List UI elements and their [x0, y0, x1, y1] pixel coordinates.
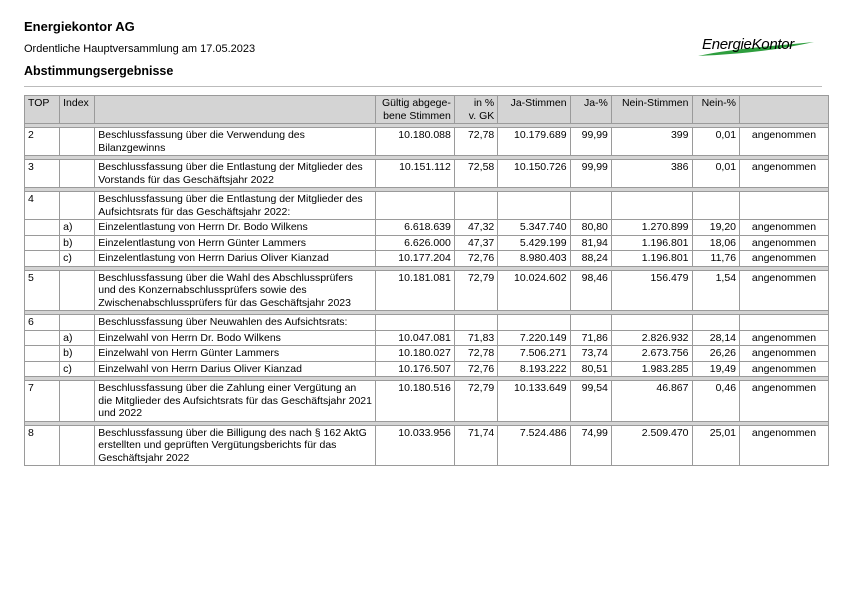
cell-subject: Beschlussfassung über Neuwahlen des Aufsichtsrats:	[95, 315, 376, 331]
cell-result	[740, 315, 829, 331]
cell-yes-votes	[498, 192, 570, 220]
cell-yes-pct: 99,54	[570, 381, 611, 422]
cell-index	[60, 270, 95, 311]
cell-no-pct	[692, 192, 740, 220]
cell-top: 4	[25, 192, 60, 220]
cell-result: angenommen	[740, 361, 829, 377]
cell-result: angenommen	[740, 220, 829, 236]
cell-yes-votes: 10.179.689	[498, 128, 570, 156]
table-body	[25, 124, 829, 466]
cell-no-pct: 0,46	[692, 381, 740, 422]
company-name: Energiekontor AG	[24, 19, 135, 34]
table-row	[25, 128, 829, 156]
cell-no-votes: 399	[611, 128, 692, 156]
cell-yes-pct	[570, 315, 611, 331]
table-row	[25, 192, 829, 220]
cell-result: angenommen	[740, 160, 829, 188]
cell-yes-pct: 71,86	[570, 330, 611, 346]
cell-top: 5	[25, 270, 60, 311]
cell-yes-pct: 74,99	[570, 425, 611, 466]
cell-share-capital-pct: 72,76	[454, 361, 497, 377]
table-header-row	[25, 96, 829, 124]
table-row	[25, 361, 829, 377]
col-header-top: TOP	[25, 96, 60, 124]
cell-subject: Einzelwahl von Herrn Günter Lammers	[95, 346, 376, 362]
cell-subject: Beschlussfassung über die Verwendung des Bilanzgewinns	[95, 128, 376, 156]
cell-top	[25, 251, 60, 267]
cell-no-pct: 0,01	[692, 128, 740, 156]
cell-no-votes	[611, 192, 692, 220]
logo-wordmark: EnergieKontor	[702, 36, 794, 53]
col-header-no-votes: Nein-Stimmen	[611, 96, 692, 124]
cell-index: a)	[60, 330, 95, 346]
cell-subject: Einzelwahl von Herrn Dr. Bodo Wilkens	[95, 330, 376, 346]
cell-yes-pct: 88,24	[570, 251, 611, 267]
cell-index	[60, 315, 95, 331]
col-header-valid-line2: bene Stimmen	[383, 109, 451, 122]
table-row	[25, 220, 829, 236]
cell-result	[740, 192, 829, 220]
cell-index	[60, 192, 95, 220]
cell-valid-votes: 10.047.081	[376, 330, 455, 346]
cell-valid-votes: 6.626.000	[376, 235, 455, 251]
cell-no-pct: 18,06	[692, 235, 740, 251]
cell-index	[60, 425, 95, 466]
cell-top: 6	[25, 315, 60, 331]
cell-no-votes: 46.867	[611, 381, 692, 422]
cell-share-capital-pct: 71,74	[454, 425, 497, 466]
cell-index	[60, 160, 95, 188]
cell-no-pct: 19,20	[692, 220, 740, 236]
cell-valid-votes: 10.181.081	[376, 270, 455, 311]
cell-index: c)	[60, 251, 95, 267]
cell-result: angenommen	[740, 128, 829, 156]
cell-yes-votes: 8.980.403	[498, 251, 570, 267]
table-row	[25, 425, 829, 466]
cell-index: c)	[60, 361, 95, 377]
cell-yes-votes: 10.133.649	[498, 381, 570, 422]
cell-result: angenommen	[740, 235, 829, 251]
cell-no-pct: 19,49	[692, 361, 740, 377]
cell-valid-votes: 10.176.507	[376, 361, 455, 377]
cell-result: angenommen	[740, 425, 829, 466]
cell-subject: Beschlussfassung über die Entlastung der Mitglieder des Aufsichtsrats für das Geschäftsjahr 2022:	[95, 192, 376, 220]
cell-no-pct: 0,01	[692, 160, 740, 188]
table-row	[25, 381, 829, 422]
col-header-valid-votes	[376, 96, 455, 124]
col-header-share-capital	[454, 96, 497, 124]
cell-yes-pct: 80,80	[570, 220, 611, 236]
cell-share-capital-pct: 71,83	[454, 330, 497, 346]
cell-valid-votes: 10.151.112	[376, 160, 455, 188]
cell-valid-votes: 10.180.516	[376, 381, 455, 422]
header-divider	[24, 86, 822, 87]
cell-yes-votes: 7.524.486	[498, 425, 570, 466]
table-row	[25, 270, 829, 311]
cell-yes-votes: 10.024.602	[498, 270, 570, 311]
cell-yes-votes: 8.193.222	[498, 361, 570, 377]
cell-valid-votes: 10.033.956	[376, 425, 455, 466]
cell-no-pct	[692, 315, 740, 331]
cell-yes-pct: 98,46	[570, 270, 611, 311]
table-row	[25, 315, 829, 331]
table-row	[25, 235, 829, 251]
cell-yes-votes: 7.220.149	[498, 330, 570, 346]
col-header-subject	[95, 96, 376, 124]
table-row	[25, 251, 829, 267]
table-row	[25, 346, 829, 362]
col-header-pct-line1: in %	[473, 97, 495, 109]
cell-no-votes: 2.509.470	[611, 425, 692, 466]
cell-subject: Einzelentlastung von Herrn Dr. Bodo Wilkens	[95, 220, 376, 236]
cell-subject: Beschlussfassung über die Zahlung einer Vergütung an die Mitglieder des Aufsichtsrats für das Geschäftsjahr 2021 und 2022	[95, 381, 376, 422]
cell-subject: Einzelentlastung von Herrn Günter Lammers	[95, 235, 376, 251]
cell-share-capital-pct: 72,76	[454, 251, 497, 267]
cell-no-votes: 1.270.899	[611, 220, 692, 236]
cell-valid-votes	[376, 315, 455, 331]
cell-index: b)	[60, 235, 95, 251]
cell-yes-votes: 5.347.740	[498, 220, 570, 236]
cell-valid-votes	[376, 192, 455, 220]
cell-valid-votes: 10.177.204	[376, 251, 455, 267]
cell-no-votes	[611, 315, 692, 331]
cell-top: 3	[25, 160, 60, 188]
meeting-subtitle: Ordentliche Hauptversammlung am 17.05.2023	[24, 43, 256, 55]
col-header-valid-line1: Gültig abgege-	[381, 97, 451, 109]
cell-subject: Beschlussfassung über die Wahl des Abschlussprüfers und des Konzernabschlussprüfers sowie des Zwischenabschlussprüfers für das Geschäftsjahr 2023	[95, 270, 376, 311]
cell-index	[60, 128, 95, 156]
cell-index: a)	[60, 220, 95, 236]
table-row	[25, 160, 829, 188]
document-title: Abstimmungsergebnisse	[24, 64, 174, 78]
col-header-no-pct: Nein-%	[692, 96, 740, 124]
cell-top: 7	[25, 381, 60, 422]
col-header-pct-line2: v. GK	[468, 109, 495, 122]
cell-subject: Beschlussfassung über die Billigung des nach § 162 AktG erstellten und geprüften Vergütungsberichts für das Geschäftsjahr 2022	[95, 425, 376, 466]
col-header-yes-pct: Ja-%	[570, 96, 611, 124]
cell-no-votes: 386	[611, 160, 692, 188]
cell-yes-pct: 73,74	[570, 346, 611, 362]
cell-share-capital-pct: 72,79	[454, 270, 497, 311]
cell-yes-pct: 99,99	[570, 160, 611, 188]
cell-yes-pct: 80,51	[570, 361, 611, 377]
cell-yes-votes: 5.429.199	[498, 235, 570, 251]
cell-top: 2	[25, 128, 60, 156]
cell-no-votes: 156.479	[611, 270, 692, 311]
cell-share-capital-pct: 72,78	[454, 346, 497, 362]
cell-no-pct: 1,54	[692, 270, 740, 311]
cell-no-pct: 28,14	[692, 330, 740, 346]
cell-share-capital-pct: 72,58	[454, 160, 497, 188]
cell-result: angenommen	[740, 330, 829, 346]
col-header-index: Index	[60, 96, 95, 124]
cell-index: b)	[60, 346, 95, 362]
cell-yes-pct: 81,94	[570, 235, 611, 251]
cell-top	[25, 361, 60, 377]
cell-yes-pct: 99,99	[570, 128, 611, 156]
cell-top	[25, 235, 60, 251]
cell-valid-votes: 10.180.088	[376, 128, 455, 156]
cell-result: angenommen	[740, 270, 829, 311]
cell-top: 8	[25, 425, 60, 466]
company-logo	[696, 34, 816, 60]
cell-subject: Beschlussfassung über die Entlastung der Mitglieder des Vorstands für das Geschäftsjahr 2022	[95, 160, 376, 188]
cell-share-capital-pct: 47,32	[454, 220, 497, 236]
cell-yes-votes: 10.150.726	[498, 160, 570, 188]
cell-index	[60, 381, 95, 422]
cell-no-votes: 1.196.801	[611, 251, 692, 267]
col-header-result	[740, 96, 829, 124]
cell-share-capital-pct	[454, 315, 497, 331]
cell-result: angenommen	[740, 346, 829, 362]
cell-top	[25, 220, 60, 236]
cell-share-capital-pct: 47,37	[454, 235, 497, 251]
cell-top	[25, 330, 60, 346]
voting-results-table	[24, 95, 829, 466]
table-row	[25, 330, 829, 346]
cell-no-votes: 1.196.801	[611, 235, 692, 251]
col-header-yes-votes: Ja-Stimmen	[498, 96, 570, 124]
cell-no-votes: 2.673.756	[611, 346, 692, 362]
cell-subject: Einzelentlastung von Herrn Darius Oliver Kianzad	[95, 251, 376, 267]
cell-share-capital-pct: 72,79	[454, 381, 497, 422]
cell-top	[25, 346, 60, 362]
cell-valid-votes: 10.180.027	[376, 346, 455, 362]
cell-subject: Einzelwahl von Herrn Darius Oliver Kianzad	[95, 361, 376, 377]
cell-yes-votes: 7.506.271	[498, 346, 570, 362]
cell-no-pct: 11,76	[692, 251, 740, 267]
cell-valid-votes: 6.618.639	[376, 220, 455, 236]
cell-no-pct: 25,01	[692, 425, 740, 466]
cell-no-pct: 26,26	[692, 346, 740, 362]
cell-result: angenommen	[740, 381, 829, 422]
cell-no-votes: 1.983.285	[611, 361, 692, 377]
cell-result: angenommen	[740, 251, 829, 267]
cell-yes-pct	[570, 192, 611, 220]
cell-share-capital-pct: 72,78	[454, 128, 497, 156]
cell-yes-votes	[498, 315, 570, 331]
cell-share-capital-pct	[454, 192, 497, 220]
cell-no-votes: 2.826.932	[611, 330, 692, 346]
